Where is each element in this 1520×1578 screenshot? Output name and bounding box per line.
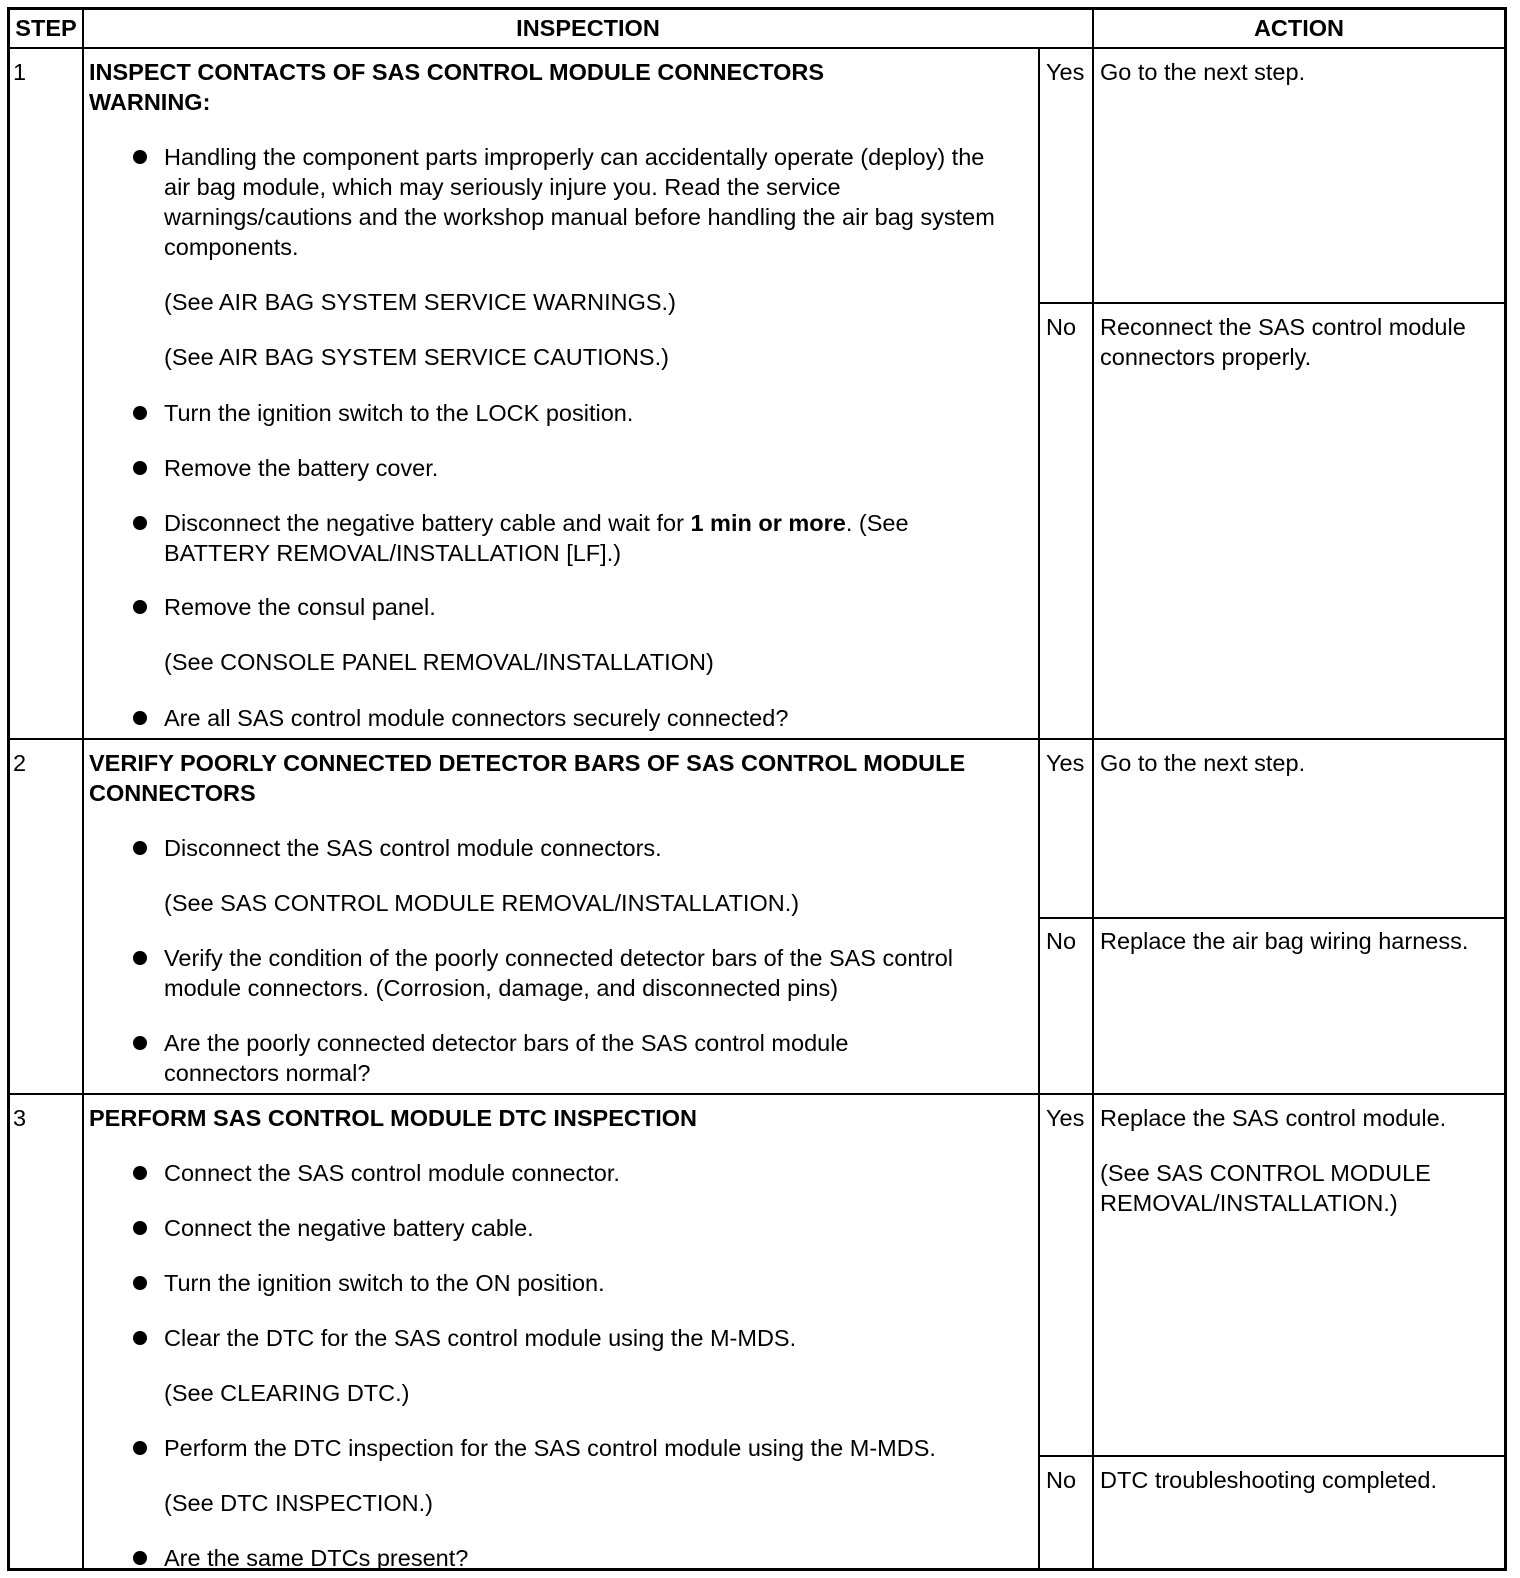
yn-divider-3: [1039, 1455, 1507, 1457]
bullet-icon: [133, 600, 147, 614]
list-item: Disconnect the SAS control module connectors.: [164, 835, 662, 861]
list-item: Verify the condition of the poorly connected detector bars of the SAS control module connectors. (Corrosion, damage, and disconnected pins): [164, 945, 954, 1001]
yes-action: Go to the next step.: [1100, 59, 1306, 85]
row-divider-2: [7, 1093, 1507, 1095]
header-step: STEP: [15, 15, 77, 41]
col-divider-yn: [1038, 48, 1040, 1571]
yes-label: Yes: [1046, 59, 1085, 85]
list-item: [164, 508, 964, 568]
list-item-ref: (See CONSOLE PANEL REMOVAL/INSTALLATION): [164, 649, 714, 675]
bullet-icon: [133, 150, 147, 164]
list-item: Are the same DTCs present?: [164, 1545, 469, 1571]
yes-label: Yes: [1046, 750, 1085, 776]
yn-divider-1: [1039, 302, 1507, 304]
list-item: Turn the ignition switch to the ON position.: [164, 1270, 605, 1296]
no-action: Replace the air bag wiring harness.: [1100, 928, 1469, 954]
no-action: Reconnect the SAS control module connectors properly.: [1100, 314, 1466, 370]
step-title: VERIFY POORLY CONNECTED DETECTOR BARS OF SAS CONTROL MODULE CONNECTORS: [89, 750, 966, 806]
list-item-text: Disconnect the negative battery cable and wait for: [164, 510, 691, 536]
header-divider: [7, 47, 1507, 49]
header-inspection: INSPECTION: [516, 15, 660, 41]
row-divider-1: [7, 738, 1507, 740]
list-item: Remove the consul panel.: [164, 594, 436, 620]
no-label: No: [1046, 928, 1077, 954]
list-item-ref: (See AIR BAG SYSTEM SERVICE WARNINGS.): [164, 289, 676, 315]
bullet-icon: [133, 461, 147, 475]
col-divider-step: [82, 7, 84, 1571]
bullet-icon: [133, 1441, 147, 1455]
bullet-icon: [133, 1166, 147, 1180]
bullet-icon: [133, 516, 147, 530]
list-item-text: . (See BATTERY REMOVAL/INSTALLATION [LF].): [164, 510, 909, 566]
list-item: Clear the DTC for the SAS control module using the M-MDS.: [164, 1325, 797, 1351]
list-item: Handling the component parts improperly can accidentally operate (deploy) the air bag module, which may seriously injure you. Read the service warnings/cautions and the workshop manual before handling the air bag system components.: [164, 144, 995, 260]
list-item: Connect the SAS control module connector.: [164, 1160, 620, 1186]
step-number: 1: [13, 59, 27, 85]
yes-label: Yes: [1046, 1105, 1085, 1131]
no-action: DTC troubleshooting completed.: [1100, 1467, 1438, 1493]
list-item: Turn the ignition switch to the LOCK position.: [164, 400, 634, 426]
list-item: Remove the battery cover.: [164, 455, 439, 481]
list-item: Are all SAS control module connectors securely connected?: [164, 705, 789, 731]
list-item: Connect the negative battery cable.: [164, 1215, 534, 1241]
step-title: PERFORM SAS CONTROL MODULE DTC INSPECTION: [89, 1105, 697, 1131]
bullet-icon: [133, 1221, 147, 1235]
bullet-icon: [133, 841, 147, 855]
list-item-ref: (See SAS CONTROL MODULE REMOVAL/INSTALLATION.): [164, 890, 800, 916]
emphasis-text: 1 min or more: [690, 510, 846, 536]
no-label: No: [1046, 314, 1077, 340]
list-item-ref: (See AIR BAG SYSTEM SERVICE CAUTIONS.): [164, 344, 669, 370]
yes-action: Go to the next step.: [1100, 750, 1306, 776]
bullet-icon: [133, 1276, 147, 1290]
yes-action: Replace the SAS control module.: [1100, 1105, 1447, 1131]
bullet-icon: [133, 1551, 147, 1565]
list-item-ref: (See CLEARING DTC.): [164, 1380, 410, 1406]
yn-divider-2: [1039, 917, 1507, 919]
list-item: Perform the DTC inspection for the SAS control module using the M-MDS.: [164, 1435, 936, 1461]
bullet-icon: [133, 1331, 147, 1345]
bullet-icon: [133, 711, 147, 725]
header-action: ACTION: [1253, 15, 1345, 41]
bullet-icon: [133, 1036, 147, 1050]
list-item-ref: (See DTC INSPECTION.): [164, 1490, 433, 1516]
col-divider-action: [1092, 7, 1094, 1571]
step-number: 3: [13, 1105, 27, 1131]
bullet-icon: [133, 406, 147, 420]
no-label: No: [1046, 1467, 1077, 1493]
list-item: Are the poorly connected detector bars of the SAS control module connectors normal?: [164, 1030, 849, 1086]
step-title: INSPECT CONTACTS OF SAS CONTROL MODULE CONNECTORS: [89, 59, 825, 85]
step-number: 2: [13, 750, 27, 776]
warning-label: WARNING:: [89, 89, 211, 115]
yes-action-note: (See SAS CONTROL MODULE REMOVAL/INSTALLATION.): [1100, 1160, 1431, 1216]
bullet-icon: [133, 951, 147, 965]
